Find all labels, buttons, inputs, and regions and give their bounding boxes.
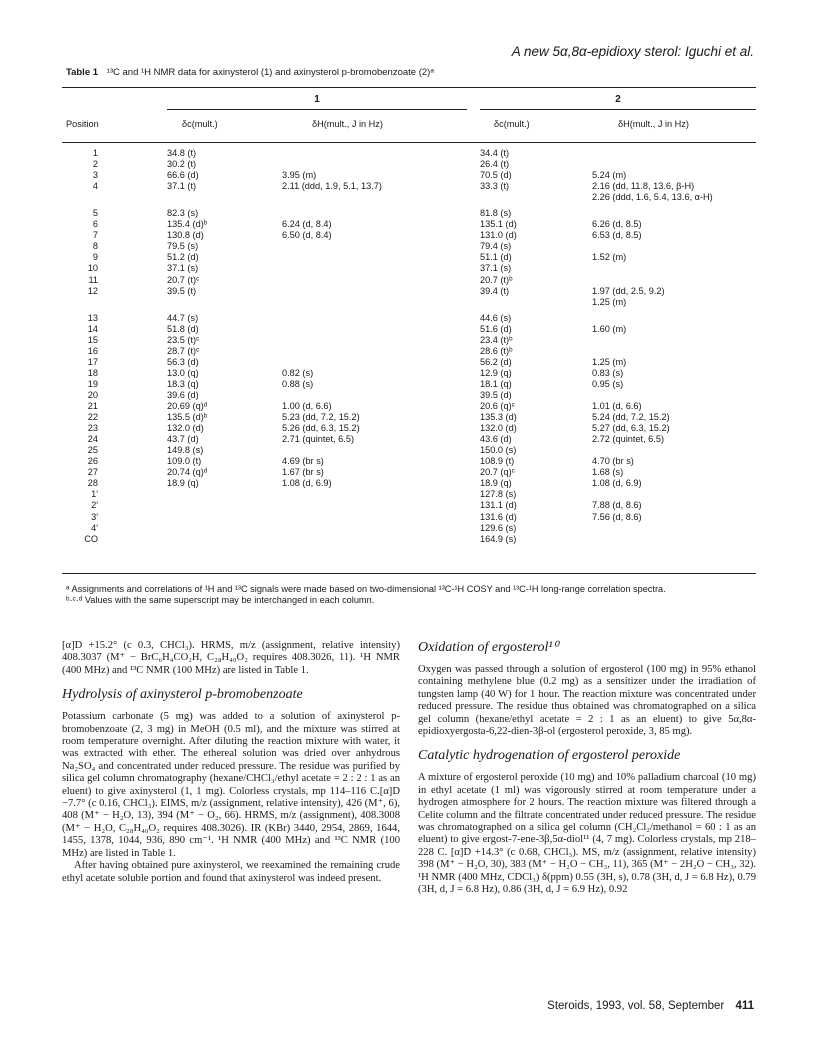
cell-carbon-2: 26.4 (t): [480, 159, 510, 170]
cell-proton-2: 0.95 (s): [592, 378, 624, 389]
table-caption-text: ¹³C and ¹H NMR data for axinysterol (1) and axinysterol p-bromobenzoate (2)ᵃ: [106, 67, 434, 78]
cell-carbon-2: 135.3 (d): [480, 412, 517, 423]
column-header-dc-2: δc(mult.): [494, 119, 530, 129]
cell-carbon-2: 127.8 (s): [480, 489, 517, 500]
cell-carbon-1: 39.6 (d): [167, 389, 199, 400]
cell-proton-1: 6.50 (d, 8.4): [282, 230, 332, 241]
table-row: [62, 286, 756, 297]
cell-carbon-1: 132.0 (d): [167, 423, 204, 434]
cell-position: 25: [87, 445, 98, 456]
cell-carbon-2: 135.1 (d): [480, 219, 517, 230]
cell-carbon-1: 13.0 (q): [167, 367, 199, 378]
column-header-dh-1: δH(mult., J in Hz): [312, 119, 383, 129]
cell-position: 15: [87, 334, 98, 345]
cell-position: 11: [88, 274, 98, 285]
cell-carbon-2: 150.0 (s): [480, 445, 517, 456]
table-row: [62, 434, 756, 445]
cell-carbon-1: 18.3 (q): [167, 378, 199, 389]
cell-carbon-1: 39.5 (t): [167, 285, 197, 296]
cell-position: 10: [87, 263, 98, 274]
cell-carbon-1: 51.2 (d): [167, 252, 199, 263]
cell-position: 21: [87, 401, 98, 412]
table-row: [62, 181, 756, 192]
cell-carbon-2: 81.8 (s): [480, 208, 512, 219]
journal-citation: Steroids, 1993, vol. 58, September: [547, 1000, 725, 1012]
right-para-2: A mixture of ergosterol peroxide (10 mg) and 10% palladium charcoal (10 mg) in ethyl acetate (1 ml) was vigorously stirred at room temperature under a hydrogen atmosphere for 2 hours. The reaction mixture was filtered through a Celite column and the filtrate concentrated under reduced pressure. The residue was chromatographed on a silica gel column (CH₂Cl₂/methanol = 60 : 1 as an eluent) to give ergost-7-ene-3β,5α-diol¹¹ (4, 7 mg). Colorless crystals, mp 218–228 C. [α]D +14.3° (c 0.68, CHCl₃). MS, m/z (assignment, relative intensity) 398 (M⁺ − H₂O, 30), 383 (M⁺ − H₂O − CH₃, 11), 365 (M⁺ − 2H₂O − CH₃, 32). ¹H NMR (400 MHz, CDCl₃) δ(ppm) 0.55 (3H, s), 0.78 (3H, d, J = 6.8 Hz), 0.79 (3H, d, J = 6.8 Hz), 0.86 (3H, d, J = 6.9 Hz), 0.92: [418, 772, 756, 896]
table-row: [62, 159, 756, 170]
table-row: [62, 275, 756, 286]
running-head: A new 5α,8α-epidioxy sterol: Iguchi et al.: [511, 44, 754, 59]
column-header-position: Position: [66, 119, 99, 129]
cell-position: 4: [92, 181, 98, 192]
cell-carbon-2: 18.9 (q): [480, 478, 512, 489]
cell-proton-2: 1.68 (s): [592, 467, 624, 478]
table-row: [62, 390, 756, 401]
cell-carbon-2: 164.9 (s): [480, 533, 517, 544]
cell-proton-1: 0.88 (s): [282, 378, 314, 389]
cell-proton-1: 1.00 (d, 6.6): [282, 401, 332, 412]
table-row: [62, 241, 756, 252]
table-top-rule: [62, 87, 756, 88]
cell-proton-1: 6.24 (d, 8.4): [282, 219, 332, 230]
table-row: [62, 335, 756, 346]
cell-proton-2: 5.24 (m): [592, 170, 627, 181]
cell-carbon-1: 109.0 (t): [167, 456, 202, 467]
cell-proton-2: 6.53 (d, 8.5): [592, 230, 642, 241]
cell-carbon-2: 18.1 (q): [480, 378, 512, 389]
left-text-column: [62, 640, 400, 885]
table-row: [62, 445, 756, 456]
cell-carbon-2: 23.4 (t)ᵇ: [480, 334, 513, 345]
table-row: [62, 297, 756, 308]
column-header-dh-2: δH(mult., J in Hz): [618, 119, 689, 129]
cell-position: 28: [87, 478, 98, 489]
cell-position: 19: [87, 378, 98, 389]
cell-carbon-1: 34.8 (t): [167, 148, 197, 158]
right-text-column: [418, 640, 756, 897]
cell-position: 1: [92, 148, 98, 158]
table-row: [62, 523, 756, 534]
cell-carbon-1: 20.69 (q)ᵈ: [167, 401, 208, 412]
cell-position: 1′: [91, 489, 98, 500]
cell-carbon-2: 51.6 (d): [480, 323, 512, 334]
table-row: [62, 252, 756, 263]
table-row: [62, 512, 756, 523]
cell-proton-2: 1.25 (m): [592, 356, 627, 367]
cell-carbon-2: 79.4 (s): [480, 241, 512, 252]
column-header-dc-1: δc(mult.): [182, 119, 218, 129]
cell-carbon-1: 37.1 (t): [167, 181, 197, 192]
table-row: [62, 379, 756, 390]
cell-position: 12: [87, 285, 98, 296]
cell-position: 22: [87, 412, 98, 423]
cell-carbon-1: 20.7 (t)ᶜ: [167, 274, 200, 285]
table-row: [62, 423, 756, 434]
page-footer: [547, 1000, 754, 1012]
table-header-rule: [62, 142, 756, 143]
left-para-3: After having obtained pure axinysterol, we reexamined the remaining crude ethyl acetate soluble portion and found that axinysterol was indeed present.: [62, 860, 400, 884]
cell-proton-2: 5.27 (dd, 6.3, 15.2): [592, 423, 670, 434]
cell-proton-1: 0.82 (s): [282, 367, 314, 378]
cell-carbon-2: 39.4 (t): [480, 285, 510, 296]
cell-carbon-2: 70.5 (d): [480, 170, 512, 181]
cell-carbon-2: 20.7 (q)ᶜ: [480, 467, 515, 478]
table-bottom-rule: [62, 573, 756, 574]
cell-proton-2: 7.56 (d, 8.6): [592, 511, 642, 522]
cell-position: 6: [92, 219, 98, 230]
table-row: [62, 324, 756, 335]
cell-carbon-2: 39.5 (d): [480, 389, 512, 400]
table-row: [62, 192, 756, 203]
cell-carbon-1: 44.7 (s): [167, 312, 199, 323]
cell-carbon-1: 135.5 (d)ᵇ: [167, 412, 208, 423]
table-label: Table 1: [66, 67, 99, 78]
table-row: [62, 219, 756, 230]
table-row: [62, 263, 756, 274]
cell-carbon-2: 44.6 (s): [480, 312, 512, 323]
cell-proton-2: 2.72 (quintet, 6.5): [592, 434, 665, 445]
table-row: [62, 478, 756, 489]
cell-carbon-2: 132.0 (d): [480, 423, 517, 434]
cell-proton-1: 5.23 (dd, 7.2, 15.2): [282, 412, 360, 423]
cell-carbon-1: 79.5 (s): [167, 241, 199, 252]
cell-carbon-2: 34.4 (t): [480, 148, 510, 158]
cell-proton-1: 2.11 (ddd, 1.9, 5.1, 13.7): [282, 181, 382, 192]
cell-carbon-2: 108.9 (t): [480, 456, 515, 467]
section-heading-oxidation: Oxidation of ergosterol¹⁰: [418, 640, 559, 655]
cell-proton-2: 0.83 (s): [592, 367, 624, 378]
cell-proton-2: 7.88 (d, 8.6): [592, 500, 642, 511]
table-row: [62, 357, 756, 368]
table-row: [62, 534, 756, 545]
table-row: [62, 500, 756, 511]
table-footnotes: [66, 584, 754, 606]
cell-proton-1: 3.95 (m): [282, 170, 317, 181]
cell-proton-1: 1.08 (d, 6.9): [282, 478, 332, 489]
section-heading-hydrolysis: Hydrolysis of axinysterol p-bromobenzoate: [62, 687, 303, 703]
cell-proton-1: 1.67 (br s): [282, 467, 324, 478]
right-para-1: Oxygen was passed through a solution of ergosterol (100 mg) in 95% ethanol containing methylene blue (0.2 mg) as a sensitizer under the irradiation of tungsten lamp (40 W) for 1 hour. The reaction mixture was concentrated under reduced pressure. The residue thus obtained was chromatographed on a silica gel column (hexane/ethyl acetate = 2 : 1 as an eluent) to give 5α,8α-epidioxyergosta-6,22-dien-3β-ol (ergosterol peroxide, 3, 85 mg).: [418, 664, 756, 738]
group-header-compound-1: 1: [314, 94, 320, 105]
cell-proton-2: 1.08 (d, 6.9): [592, 478, 642, 489]
table-row: [62, 412, 756, 423]
table-row: [62, 467, 756, 478]
table-row: [62, 170, 756, 181]
cell-carbon-1: 82.3 (s): [167, 208, 199, 219]
group-1-underline: [167, 109, 467, 110]
group-2-underline: [480, 109, 756, 110]
cell-carbon-1: 37.1 (s): [167, 263, 199, 274]
cell-position: 4′: [91, 522, 98, 533]
cell-position: 2: [92, 159, 98, 170]
cell-carbon-1: 30.2 (t): [167, 159, 197, 170]
cell-proton-2: 1.25 (m): [592, 296, 627, 307]
cell-position: 9: [92, 252, 98, 263]
cell-position: CO: [84, 533, 98, 544]
table-row: [62, 148, 756, 159]
left-para-1: [α]D +15.2° (c 0.3, CHCl₃). HRMS, m/z (assignment, relative intensity) 408.3037 (M⁺ − BrC₆H₄CO₂H, C₂₈H₄₀O₂ requires 408.3026, 11). ¹H NMR (400 MHz) and ¹³C NMR (100 MHz) are listed in Table 1.: [62, 640, 400, 676]
cell-position: 8: [92, 241, 98, 252]
cell-position: 23: [87, 423, 98, 434]
page-number: 411: [735, 1000, 754, 1012]
cell-position: 13: [87, 312, 98, 323]
footnote-bcd: ᵇ·ᶜ·ᵈ Values with the same superscript may be interchanged in each column.: [66, 595, 375, 605]
cell-position: 20: [87, 389, 98, 400]
cell-carbon-1: 135.4 (d)ᵇ: [167, 219, 208, 230]
cell-carbon-2: 131.0 (d): [480, 230, 517, 241]
left-para-2: Potassium carbonate (5 mg) was added to a solution of axinysterol p-bromobenzoate (2, 3 mg) in MeOH (0.5 ml), and the mixture was stirred at room temperature overnight. After diluting the reaction mixture with water, it was extracted with ether. The ethereal solution was dried over anhydrous Na₂SO₄ and concentrated under reduced pressure. The residue was purified by silica gel column chromatography (hexane/CHCl₃/ethyl acetate = 2 : 2 : 1 as an eluent) to give axinysterol (1, 1 mg). Colorless crystals, mp 114–116 C.[α]D −7.7° (c 0.16, CHCl₃). EIMS, m/z (assignment, relative intensity), 426 (M⁺, 6), 408 (M⁺ − H₂O, 13), 394 (M⁺ − O₂, 66). HRMS, m/z (assignment), 408.3008 (M⁺ − H₂O, C₂₈H₄₀O₂ requires 408.3026). IR (KBr) 3440, 2954, 2869, 1644, 1455, 1378, 1044, 936, 890 cm⁻¹. ¹H NMR (400 MHz) and ¹³C NMR (100 MHz) are listed in Table 1.: [62, 711, 400, 859]
cell-carbon-1: 43.7 (d): [167, 434, 199, 445]
table-row: [62, 230, 756, 241]
group-header-compound-2: 2: [615, 94, 621, 105]
cell-carbon-1: 18.9 (q): [167, 478, 199, 489]
cell-position: 26: [87, 456, 98, 467]
cell-position: 2′: [91, 500, 98, 511]
cell-position: 27: [87, 467, 98, 478]
cell-carbon-2: 20.6 (q)ᶜ: [480, 401, 515, 412]
cell-carbon-1: 56.3 (d): [167, 356, 199, 367]
cell-carbon-1: 23.5 (t)ᶜ: [167, 334, 200, 345]
cell-carbon-2: 20.7 (t)ᵇ: [480, 274, 513, 285]
table-row: [62, 401, 756, 412]
table-row: [62, 313, 756, 324]
cell-carbon-2: 129.6 (s): [480, 522, 517, 533]
cell-carbon-2: 131.1 (d): [480, 500, 517, 511]
cell-proton-1: 5.26 (dd, 6.3, 15.2): [282, 423, 360, 434]
cell-proton-2: 2.16 (dd, 11.8, 13.6, β-H): [592, 181, 695, 192]
cell-carbon-1: 130.8 (d): [167, 230, 204, 241]
table-row: [62, 456, 756, 467]
cell-carbon-1: 51.8 (d): [167, 323, 199, 334]
cell-position: 24: [87, 434, 98, 445]
nmr-table-body: [62, 148, 756, 545]
section-heading-hydrogenation: Catalytic hydrogenation of ergosterol peroxide: [418, 748, 681, 764]
cell-carbon-1: 149.8 (s): [167, 445, 204, 456]
table-row: [62, 346, 756, 357]
cell-carbon-2: 131.6 (d): [480, 511, 517, 522]
cell-carbon-2: 12.9 (q): [480, 367, 512, 378]
cell-carbon-2: 51.1 (d): [480, 252, 512, 263]
table-row: [62, 368, 756, 379]
cell-position: 3′: [91, 511, 98, 522]
cell-carbon-1: 66.6 (d): [167, 170, 199, 181]
cell-proton-2: 1.97 (dd, 2.5, 9.2): [592, 285, 665, 296]
table-caption: [66, 67, 756, 78]
cell-proton-2: 1.52 (m): [592, 252, 627, 263]
cell-proton-2: 2.26 (ddd, 1.6, 5.4, 13.6, α-H): [592, 192, 713, 203]
cell-position: 18: [87, 367, 98, 378]
cell-carbon-2: 28.6 (t)ᵇ: [480, 345, 513, 356]
cell-proton-2: 6.26 (d, 8.5): [592, 219, 642, 230]
cell-proton-2: 4.70 (br s): [592, 456, 634, 467]
table-row: [62, 489, 756, 500]
cell-position: 7: [92, 230, 98, 241]
table-row: [62, 208, 756, 219]
cell-carbon-2: 33.3 (t): [480, 181, 510, 192]
cell-position: 17: [87, 356, 98, 367]
cell-carbon-2: 56.2 (d): [480, 356, 512, 367]
cell-proton-2: 5.24 (dd, 7.2, 15.2): [592, 412, 670, 423]
cell-position: 16: [87, 345, 98, 356]
cell-carbon-2: 37.1 (s): [480, 263, 512, 274]
cell-position: 14: [87, 323, 98, 334]
cell-carbon-1: 28.7 (t)ᶜ: [167, 345, 200, 356]
cell-proton-1: 2.71 (quintet, 6.5): [282, 434, 355, 445]
cell-proton-2: 1.60 (m): [592, 323, 627, 334]
cell-carbon-1: 20.74 (q)ᵈ: [167, 467, 208, 478]
cell-position: 3: [92, 170, 98, 181]
cell-proton-1: 4.69 (br s): [282, 456, 324, 467]
footnote-a: ᵃ Assignments and correlations of ¹H and ¹³C signals were made based on two-dimensional ¹³C-¹H COSY and ¹³C-¹H long-range correlation spectra.: [66, 584, 666, 594]
cell-carbon-2: 43.6 (d): [480, 434, 512, 445]
cell-proton-2: 1.01 (d, 6.6): [592, 401, 642, 412]
cell-position: 5: [92, 208, 98, 219]
